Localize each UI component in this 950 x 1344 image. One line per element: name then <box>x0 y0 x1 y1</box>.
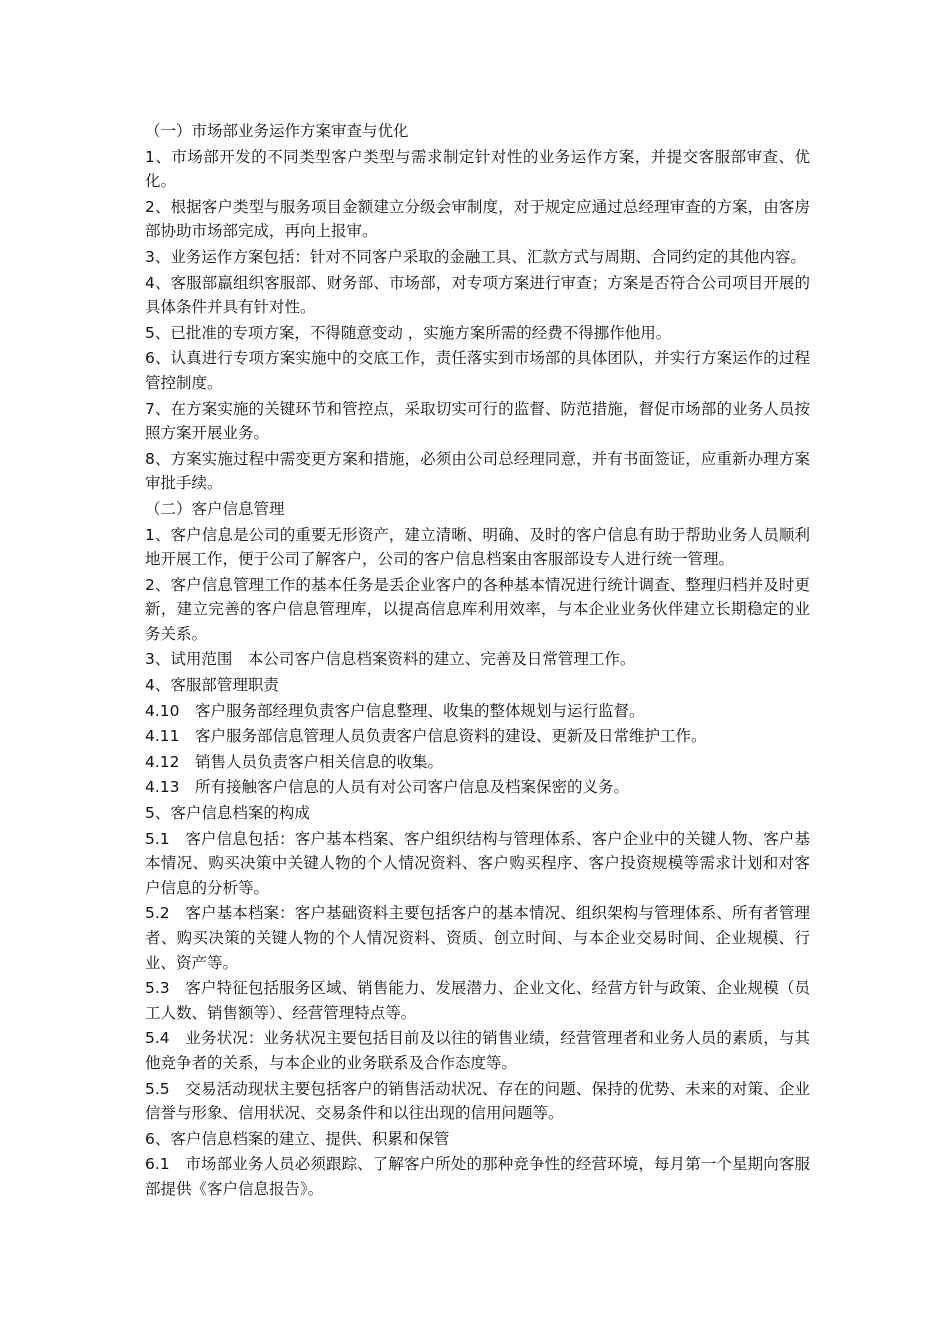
paragraph: 6、认真进行专项方案实施中的交底工作，责任落实到市场部的具体团队，并实行方案运作的过程管控制度。 <box>145 349 810 392</box>
paragraph: 4.12 销售人员负责客户相关信息的收集。 <box>145 752 444 771</box>
paragraph: 6、客户信息档案的建立、提供、积累和保管 <box>145 1129 450 1148</box>
paragraph: 5.2 客户基本档案：客户基础资料主要包括客户的基本情况、组织架构与管理体系、所有者管理者、购买决策的关键人物的个人情况资料、资质、创立时间、与本企业交易时间、企业规模、行业、资产等。 <box>145 904 810 972</box>
paragraph: 7、在方案实施的关键环节和管控点，采取切实可行的监督、防范措施，督促市场部的业务人员按照方案开展业务。 <box>145 399 810 443</box>
section-heading-1: （一）市场部业务运作方案审查与优化 <box>145 122 409 140</box>
paragraph: 5.5 交易活动现状主要包括客户的销售活动状况、存在的问题、保持的优势、未来的对策、企业信誉与形象、信用状况、交易条件和以往出现的信用问题等。 <box>145 1079 810 1123</box>
document-page <box>145 119 810 1203</box>
paragraph: 4.13 所有接触客户信息的人员有对公司客户信息及档案保密的义务。 <box>145 778 630 797</box>
paragraph: 5、客户信息档案的构成 <box>145 804 310 823</box>
paragraph: 2、根据客户类型与服务项目金额建立分级会审制度，对于规定应通过总经理审查的方案，由客房部协助市场部完成，再向上报审。 <box>145 197 810 241</box>
paragraph: 5.4 业务状况：业务状况主要包括目前及以往的销售业绩，经营管理者和业务人员的素质，与其他竞争者的关系，与本企业的业务联系及合作态度等。 <box>145 1029 810 1072</box>
paragraph: 2、客户信息管理工作的基本任务是丢企业客户的各种基本情况进行统计调查、整理归档并及时更新，建立完善的客户信息管理库，以提高信息库利用效率，与本企业业务伙伴建立长期稳定的业务关系。 <box>145 575 810 643</box>
paragraph: 5.3 客户特征包括服务区域、销售能力、发展潜力、企业文化、经营方针与政策、企业规模（员工人数、销售额等）、经营管理特点等。 <box>145 979 810 1022</box>
section-heading-2: （二）客户信息管理 <box>145 499 285 518</box>
paragraph: 3、试用范围 本公司客户信息档案资料的建立、完善及日常管理工作。 <box>145 650 636 669</box>
paragraph: 1、市场部开发的不同类型客户类型与需求制定针对性的业务运作方案，并提交客服部审查、优化。 <box>145 147 810 191</box>
paragraph: 4、客服部羸组织客服部、财务部、市场部，对专项方案进行审查；方案是否符合公司项目开展的具体条件并具有针对性。 <box>145 273 810 317</box>
paragraph: 4.10 客户服务部经理负责客户信息整理、收集的整体规划与运行监督。 <box>145 701 645 720</box>
paragraph: 5、已批准的专项方案，不得随意变动 ，实施方案所需的经费不得挪作他用。 <box>145 323 672 342</box>
paragraph: 5.1 客户信息包括：客户基本档案、客户组织结构与管理体系、客户企业中的关键人物、客户基本情况、购买决策中关键人物的个人情况资料、客户购买程序、客户投资规模等需求计划和对客户信息的分析等。 <box>145 829 810 897</box>
paragraph: 8、方案实施过程中需变更方案和措施，必须由公司总经理同意，并有书面签证，应重新办理方案审批手续。 <box>145 449 810 493</box>
paragraph: 3、业务运作方案包括：针对不同客户采取的金融工具、汇款方式与周期、合同约定的其他内容。 <box>145 247 806 266</box>
paragraph: 1、客户信息是公司的重要无形资产，建立清晰、明确、及时的客户信息有助于帮助业务人员顺利地开展工作，便于公司了解客户，公司的客户信息档案由客服部设专人进行统一管理。 <box>145 525 810 569</box>
paragraph: 6.1 市场部业务人员必须跟踪、了解客户所处的那种竞争性的经营环境，每月第一个星期向客服部提供《客户信息报告》。 <box>145 1155 810 1198</box>
paragraph: 4、客服部管理职责 <box>145 676 279 695</box>
paragraph: 4.11 客户服务部信息管理人员负责客户信息资料的建设、更新及日常维护工作。 <box>145 727 707 746</box>
